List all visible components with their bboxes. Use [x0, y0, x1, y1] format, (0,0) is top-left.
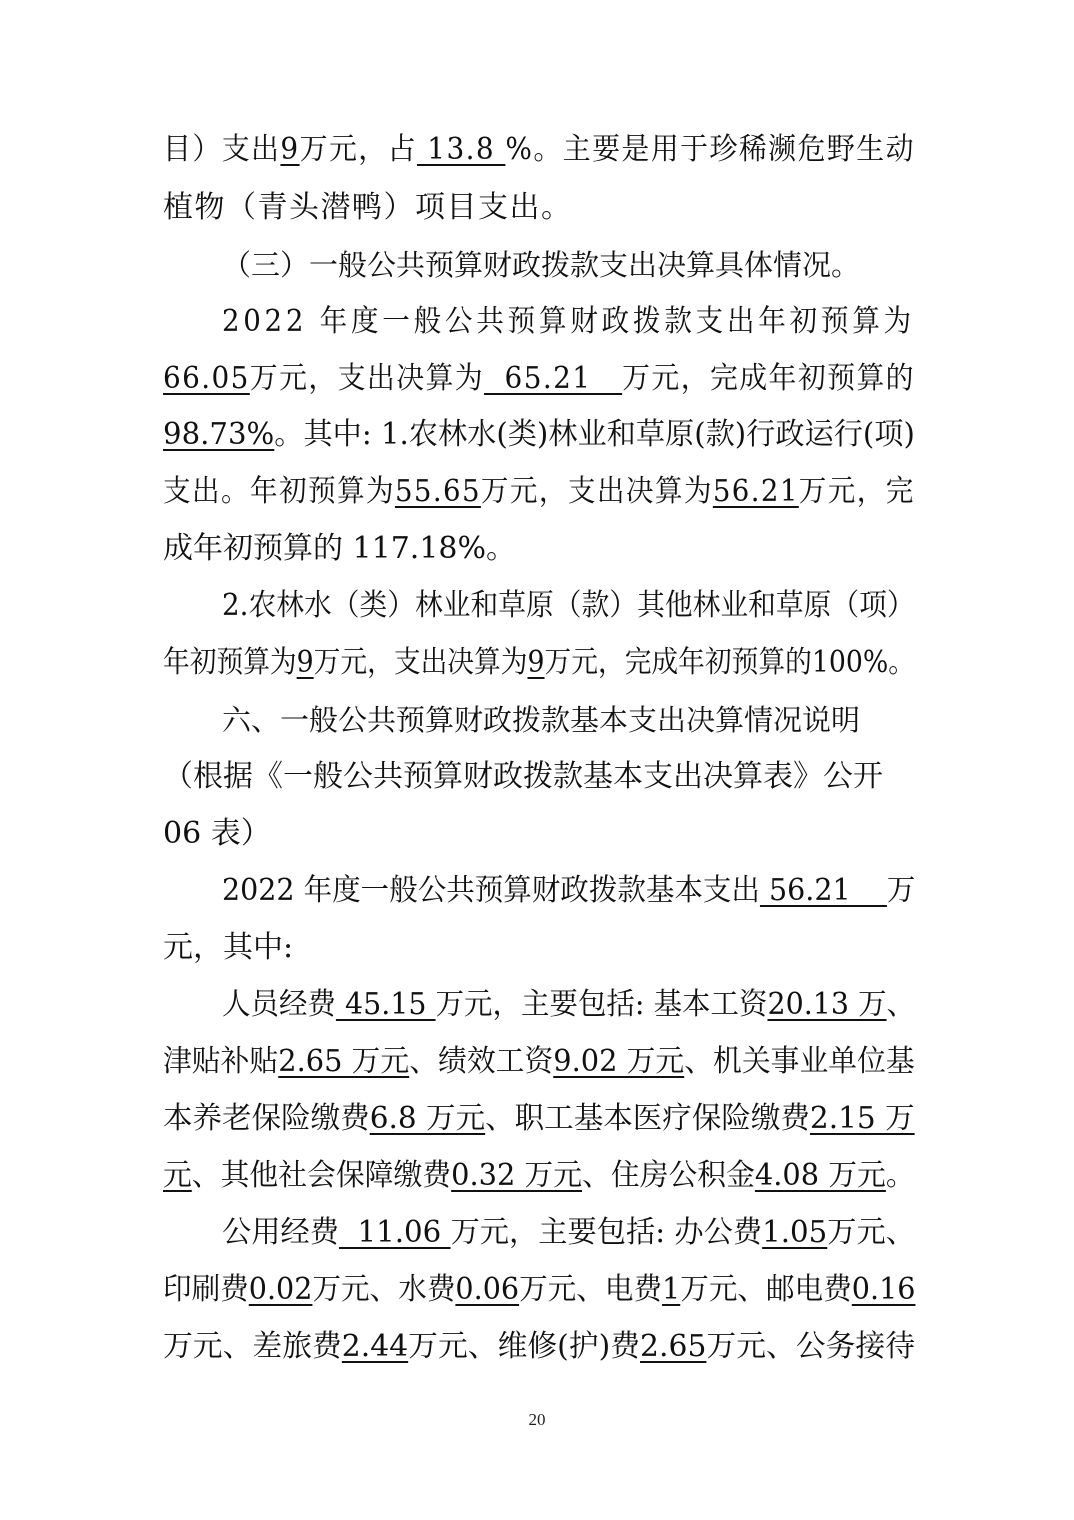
text-segment: 万元，支出决算为: [480, 474, 713, 509]
text-line-10: [163, 641, 915, 685]
subsection-heading: [222, 243, 860, 287]
underlined-value: 13.8: [417, 132, 506, 167]
underlined-value: 11.06: [338, 1215, 451, 1250]
text-segment: 印刷费: [163, 1272, 249, 1307]
text-segment: 年初预算为: [163, 645, 297, 680]
text-segment: 万元，完成年初预算的: [622, 361, 915, 396]
underlined-value: 6.8 万元: [369, 1101, 486, 1136]
text-line-4: [222, 300, 915, 344]
text-line-17: [163, 1040, 915, 1084]
underlined-value: 56.21: [712, 474, 799, 509]
text-segment: 、绩效工资: [409, 1044, 554, 1079]
text-segment: 六、一般公共预算财政拨款基本支出决算情况说明: [222, 703, 861, 737]
text-line-2: [163, 186, 573, 230]
underlined-value: 9.02 万元: [553, 1044, 685, 1079]
underlined-value: 45.15: [335, 987, 436, 1022]
text-segment: （三）一般公共预算财政拨款支出决算具体情况。: [222, 248, 861, 282]
underlined-value: 2.15 万: [809, 1101, 915, 1136]
text-segment: 公用经费: [222, 1215, 339, 1250]
text-line-15: [163, 926, 293, 970]
text-segment: 万元，占: [299, 132, 418, 167]
text-line-8: [163, 527, 516, 571]
text-line-14: [222, 869, 915, 913]
underlined-value: 66.05: [163, 361, 250, 396]
text-line-5: [163, 357, 915, 401]
text-segment: 06 表）: [163, 816, 271, 851]
text-line-9: [222, 584, 915, 628]
text-segment: 。: [885, 1158, 915, 1193]
text-line-20: [222, 1211, 915, 1255]
underlined-value: 0.16: [851, 1272, 916, 1307]
underlined-value: 2.65 万元: [278, 1044, 410, 1079]
text-line-19: [163, 1154, 915, 1198]
text-segment: 支出。年初预算为: [163, 474, 395, 509]
text-line-7: [163, 470, 915, 514]
text-line-22: [163, 1325, 915, 1369]
text-line-6: [163, 413, 915, 457]
text-segment: 万元，完: [798, 474, 915, 509]
text-segment: 万元，支出决算为: [249, 361, 485, 396]
text-segment: 、机关事业单位基: [684, 1044, 915, 1079]
text-line-13: [163, 812, 271, 856]
text-segment: 目）支出: [163, 132, 281, 167]
text-segment: 津贴补贴: [163, 1044, 279, 1079]
text-segment: 万元，主要包括: 基本工资: [435, 987, 768, 1022]
text-segment: 万元、邮电费: [680, 1272, 852, 1307]
text-segment: 元，其中:: [163, 930, 294, 965]
text-segment: 。其中: 1.农林水(类)林业和草原(款)行政运行(项): [274, 417, 915, 452]
text-segment: 万元，完成年初预算的100%。: [544, 645, 915, 680]
text-line-16: [222, 983, 915, 1027]
text-segment: 万元、电费: [519, 1272, 663, 1307]
underlined-value: 元: [163, 1158, 192, 1193]
text-line-12: [163, 755, 883, 799]
text-segment: 、其他社会保障缴费: [191, 1158, 452, 1193]
text-segment: 2.农林水（类）林业和草原（款）其他林业和草原（项）: [222, 588, 915, 623]
text-segment: 本养老保险缴费: [163, 1101, 370, 1136]
underlined-value: 1.05: [762, 1215, 828, 1250]
text-segment: 万元、维修(护)费: [408, 1329, 641, 1364]
text-line-21: [163, 1268, 915, 1312]
text-segment: 人员经费: [222, 987, 336, 1022]
text-segment: 万元、公务接待: [706, 1329, 916, 1364]
text-segment: 、职工基本医疗保险缴费: [485, 1101, 810, 1136]
text-segment: （根据《一般公共预算财政拨款基本支出决算表》公开: [163, 759, 883, 794]
text-segment: 、: [886, 987, 916, 1022]
text-segment: 万: [886, 873, 916, 908]
page-number: 20: [528, 1410, 546, 1429]
underlined-value: 0.32 万元: [451, 1158, 583, 1193]
underlined-value: 65.21: [484, 361, 623, 396]
text-segment: 植物（青头潜鸭）项目支出。: [163, 190, 573, 225]
text-segment: 2022 年度一般公共预算财政拨款支出年初预算为: [222, 304, 915, 339]
underlined-value: 55.65: [394, 474, 481, 509]
underlined-value: 1: [662, 1272, 681, 1307]
underlined-value: 4.08 万元: [754, 1158, 886, 1193]
underlined-value: 2.44: [341, 1329, 409, 1364]
text-line-1: [163, 128, 915, 172]
text-segment: 、住房公积金: [582, 1158, 755, 1193]
underlined-value: 2.65: [640, 1329, 707, 1364]
underlined-value: 9: [296, 645, 314, 680]
underlined-value: 0.06: [455, 1272, 520, 1307]
underlined-value: 98.73%: [163, 417, 275, 452]
text-segment: 万元，支出决算为: [313, 645, 528, 680]
text-segment: 万元、差旅费: [163, 1329, 342, 1364]
text-segment: %。主要是用于珍稀濒危野生动: [505, 132, 915, 167]
text-segment: 成年初预算的 117.18%。: [163, 531, 517, 566]
text-segment: 2022 年度一般公共预算财政拨款基本支出: [222, 873, 760, 908]
text-segment: 万元、水费: [312, 1272, 456, 1307]
text-segment: 万元，主要包括: 办公费: [450, 1215, 763, 1250]
underlined-value: 9: [280, 132, 300, 167]
underlined-value: 20.13 万: [767, 987, 887, 1022]
text-line-18: [163, 1097, 915, 1141]
section-heading: [222, 698, 860, 742]
text-segment: 万元、: [827, 1215, 915, 1250]
underlined-value: 56.21: [759, 873, 887, 908]
underlined-value: 0.02: [248, 1272, 313, 1307]
underlined-value: 9: [527, 645, 545, 680]
